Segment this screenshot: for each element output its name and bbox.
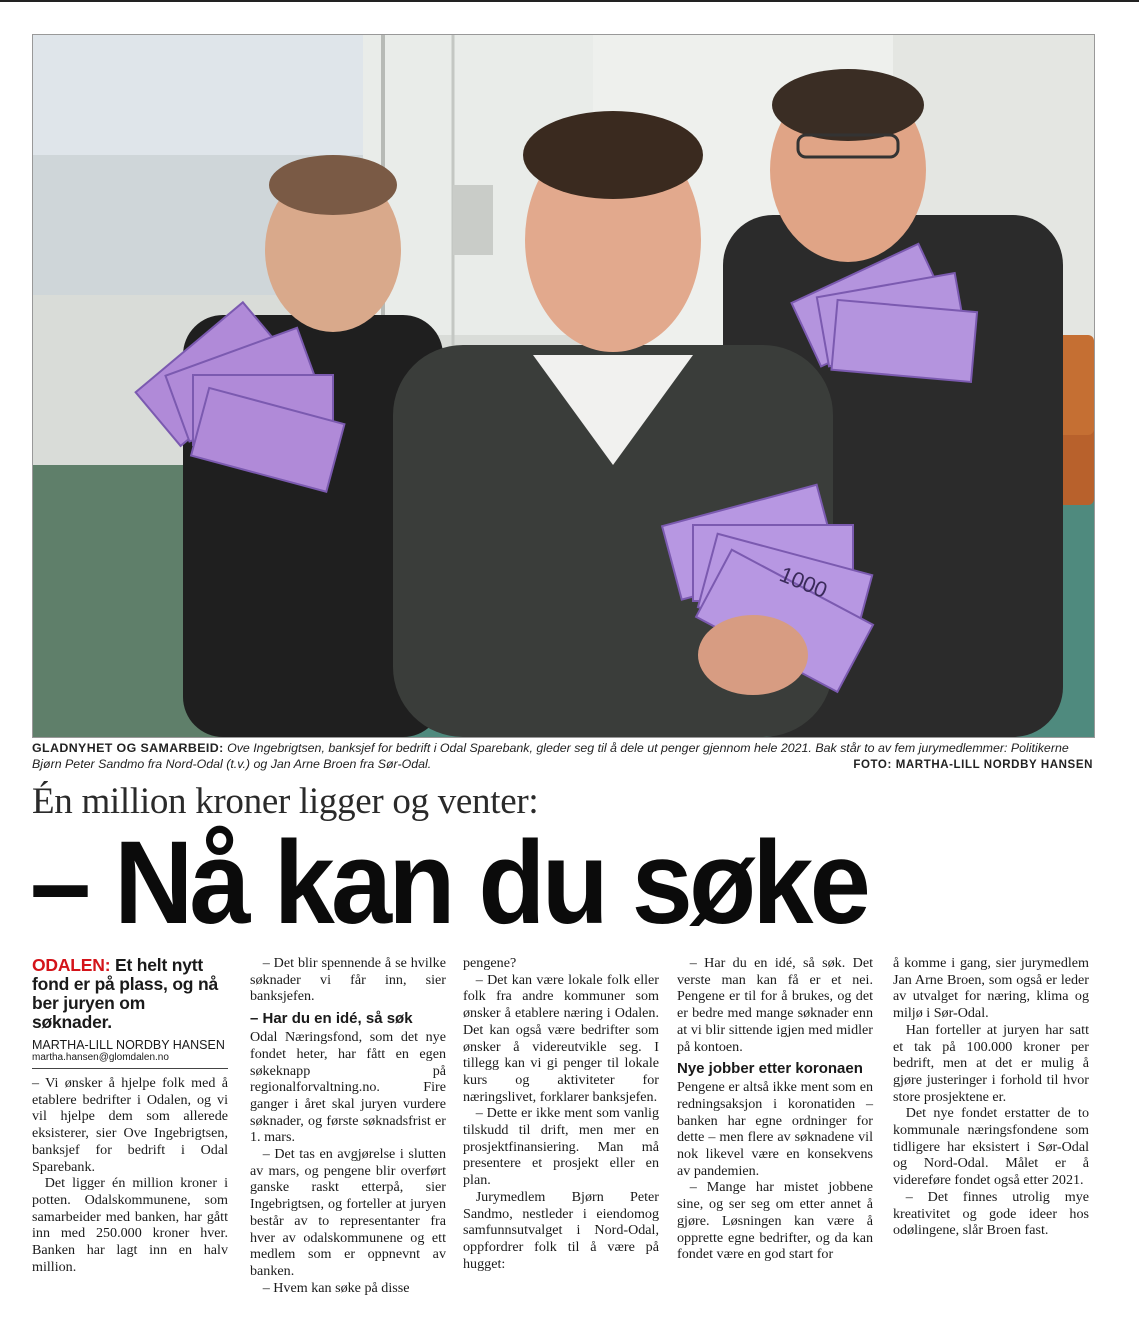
subheading: – Har du en idé, så søk	[250, 1010, 413, 1028]
paragraph: Han forteller at juryen har satt et tak på 100.000 kroner per bedrift, men at det er mulig å gjøre justeringer i forhold til hvor store prosjektene er.	[893, 1021, 1089, 1105]
byline-divider	[32, 1068, 228, 1069]
column-4	[677, 955, 873, 1263]
caption-text: Ove Ingebrigtsen, banksjef for bedrift i Odal Sparebank, gleder seg til å dele ut penger gjennom hele 2021. Bak står to av fem jurymedlemmer: Politikerne Bjørn Peter Sandmo fra Nord-Odal (t.v.) og Jan Arne Broen fra Sør-Odal.	[32, 741, 1069, 771]
ingress-place: ODALEN:	[32, 955, 111, 975]
top-rule	[0, 0, 1139, 2]
subheading: Nye jobber etter koronaen	[677, 1060, 863, 1078]
paragraph: – Dette er ikke ment som vanlig tilskudd til drift, men mer en prosjektfinansiering. Man må presentere et prosjekt eller en plan.	[463, 1105, 659, 1189]
paragraph: Jurymedlem Bjørn Peter Sandmo, nestleder i eiendomog samfunnsutvalget i Nord-Odal, oppfordrer folk til å være på hugget:	[463, 1188, 659, 1272]
paragraph: – Har du en idé, så søk. Det verste man kan få er et nei. Pengene er til for å brukes, og det er bedre med mange søknader enn at vi blir sittende igjen med midler på kontoen.	[677, 955, 873, 1055]
banknote-value: 1000	[776, 561, 831, 603]
ingress-text: Et helt nytt fond er på plass, og nå ber juryen om søknader.	[32, 955, 218, 1032]
news-photo	[32, 34, 1095, 738]
paragraph: pengene?	[463, 955, 517, 971]
headline: – Nå kan du søke	[30, 817, 868, 949]
paragraph: – Det kan være lokale folk eller folk fra andre kommuner som ønsker å etablere næring i Odalen. Det kan også være bedrifter som ønsker å videreutvikle seg. I tillegg kan vi gi penger til lokale kurs og aktiviteter for næringslivet, forklarer banksjefen.	[463, 971, 659, 1105]
byline-email[interactable]: martha.hansen@glomdalen.no	[32, 1052, 169, 1063]
column-1	[32, 956, 228, 1275]
paragraph: Det ligger én million kroner i potten. Odalskommunene, som samarbeider med banken, har gått inn med 250.000 kroner hver. Banken har lagt inn en halv million.	[32, 1175, 228, 1275]
paragraph: – Vi ønsker å hjelpe folk med å etablere bedrifter i Odalen, og vi vil hjelpe dem som allerede eksisterer, sier Ove Ingebrigtsen, banksjef for bedrift i Odal Sparebank.	[32, 1075, 228, 1175]
byline-name: MARTHA-LILL NORDBY HANSEN	[32, 1038, 225, 1052]
paragraph: Pengene er altså ikke ment som en redningsaksjon i koronatiden – banken har egne ordninger for dette – men flere av søknadene vil nok likevel være en konsekvens av pandemien.	[677, 1079, 873, 1179]
column-5	[893, 955, 1089, 1239]
column-2	[250, 955, 446, 1296]
caption-label: GLADNYHET OG SAMARBEID:	[32, 741, 224, 755]
paragraph: Det nye fondet erstatter de to kommunale næringsfondene som tidligere har eksistert i Sør-Odal og Nord-Odal. Målet er å videreføre fondet også etter 2021.	[893, 1105, 1089, 1189]
paragraph: – Det tas en avgjørelse i slutten av mars, og pengene blir overført ganske raskt etterpå, sier Ingebrigtsen, og forteller at juryen består av to representanter fra hver av odalskommunene og ett medlem som er oppnevnt av banken.	[250, 1146, 446, 1279]
paragraph: – Det blir spennende å se hvilke søknader vi får inn, sier banksjefen.	[250, 955, 446, 1005]
paragraph: – Det finnes utrolig mye kreativitet og gode ideer hos odølingene, slår Broen fast.	[893, 1188, 1089, 1239]
photo-caption	[32, 740, 1093, 772]
paragraph: å komme i gang, sier jurymedlem Jan Arne Broen, som også er leder av utvalget for næring, klima og miljø i Sør-Odal.	[893, 955, 1089, 1022]
photo-credit: FOTO: MARTHA-LILL NORDBY HANSEN	[853, 759, 1093, 771]
paragraph: – Mange har mistet jobbene sine, og ser seg om etter annet å gjøre. Løsningen kan være å opprette egne bedrifter, og da kan fondet være en god start for	[677, 1179, 873, 1263]
column-3	[463, 955, 659, 1272]
paragraph: – Hvem kan søke på disse	[262, 1279, 410, 1296]
paragraph: Odal Næringsfond, som det nye fondet heter, har fått en egen søkeknapp på regionalforvaltning.no. Fire ganger i året skal juryen vurdere søknader, og første søknadsfrist er 1. mars.	[250, 1029, 446, 1146]
ingress	[32, 956, 228, 1032]
kicker: Én million kroner ligger og venter:	[32, 781, 539, 822]
